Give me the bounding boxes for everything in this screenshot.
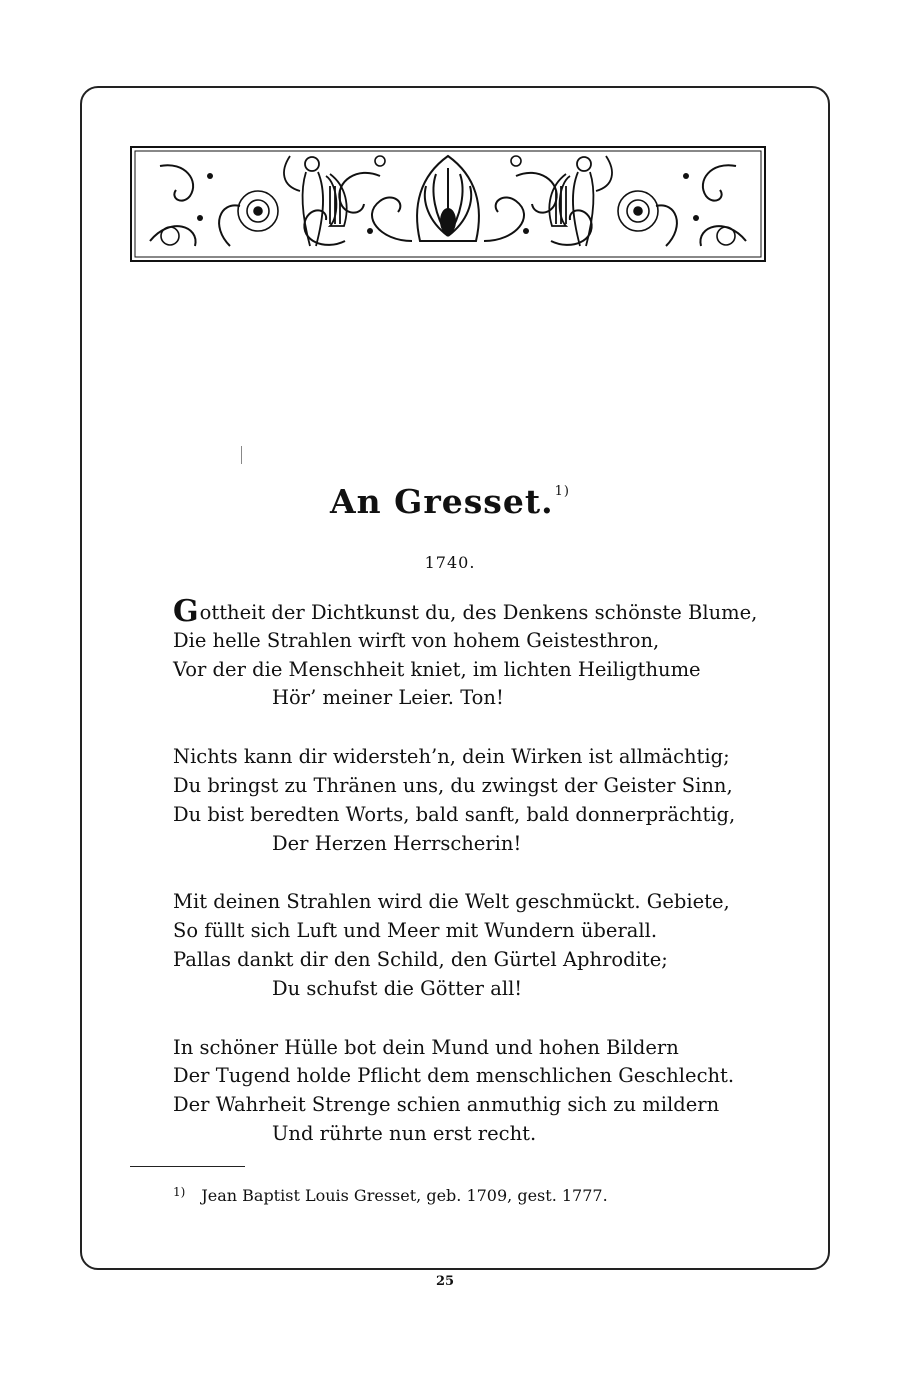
poem-line-refrain: Und rührte nun erst recht. bbox=[272, 1121, 537, 1145]
poem-line bbox=[173, 594, 793, 629]
title-footnote-ref: 1) bbox=[554, 484, 570, 499]
poem-line: Du bringst zu Thränen uns, du zwingst der Geister Sinn, bbox=[173, 773, 733, 797]
poem-line: Die helle Strahlen wirft von hohem Geistesthron, bbox=[173, 628, 660, 652]
poem-title bbox=[0, 482, 900, 521]
ornamental-header-vignette bbox=[130, 146, 766, 262]
stray-mark bbox=[241, 446, 242, 464]
poem-line: Pallas dankt dir den Schild, den Gürtel Aphrodite; bbox=[173, 947, 668, 971]
footnote bbox=[173, 1186, 773, 1205]
page-number: 25 bbox=[435, 1274, 455, 1289]
poem-year: 1740. bbox=[424, 553, 476, 572]
stanza-1 bbox=[173, 594, 793, 713]
poem-line: Der Wahrheit Strenge schien anmuthig sich zu mildern bbox=[173, 1093, 720, 1117]
drop-cap: G bbox=[173, 594, 199, 629]
line-text: ottheit der Dichtkunst du, des Denkens schönste Blume, bbox=[199, 601, 758, 624]
poem-line-refrain: Du schufst die Götter all! bbox=[272, 976, 523, 1000]
poem-line: Nichts kann dir widersteh’n, dein Wirken ist allmächtig; bbox=[173, 745, 730, 769]
poem-line: So füllt sich Luft und Meer mit Wundern überall. bbox=[173, 919, 658, 943]
poem-body bbox=[173, 594, 793, 1179]
footnote-mark: 1) bbox=[173, 1185, 186, 1199]
footnote-text: Jean Baptist Louis Gresset, geb. 1709, gest. 1777. bbox=[201, 1186, 608, 1205]
stanza-2 bbox=[173, 743, 793, 858]
stanza-4 bbox=[173, 1034, 793, 1149]
poem-line: Du bist beredten Worts, bald sanft, bald donnerprächtig, bbox=[173, 802, 736, 826]
poem-line: Der Tugend holde Pflicht dem menschlichen Geschlecht. bbox=[173, 1064, 735, 1088]
poem-line: In schöner Hülle bot dein Mund und hohen Bildern bbox=[173, 1035, 679, 1059]
poem-line: Vor der die Menschheit kniet, im lichten Heiligthume bbox=[173, 657, 701, 681]
title-text: An Gresset. bbox=[330, 482, 554, 521]
stanza-3 bbox=[173, 888, 793, 1003]
poem-line-refrain: Der Herzen Herrscherin! bbox=[272, 831, 522, 855]
footnote-divider bbox=[130, 1166, 245, 1167]
poem-line-refrain: Hör’ meiner Leier. Ton! bbox=[272, 686, 504, 710]
poem-line: Mit deinen Strahlen wird die Welt geschmückt. Gebiete, bbox=[173, 890, 730, 914]
